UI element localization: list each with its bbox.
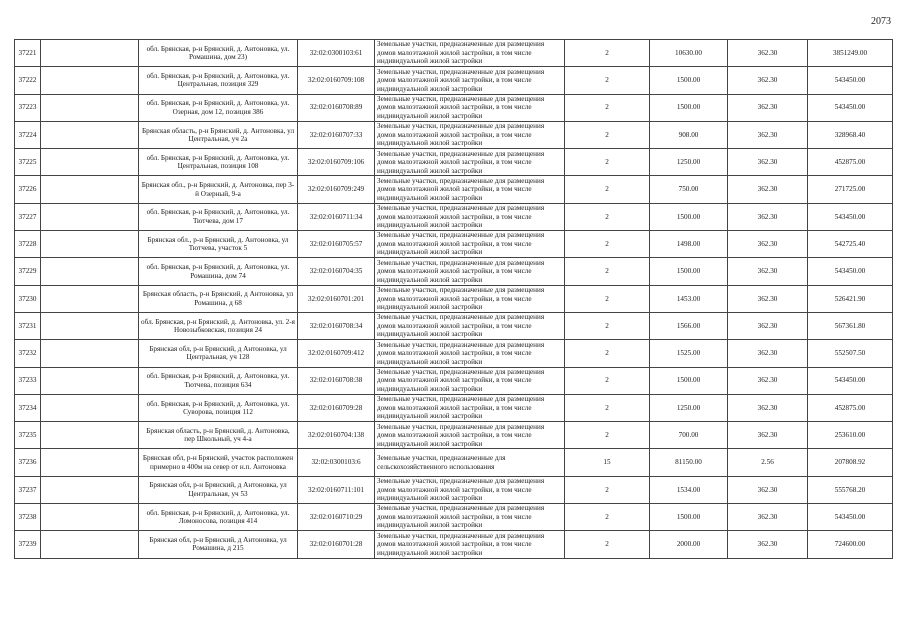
land-use-cell: Земельные участки, предназначенные для размещения домов малоэтажной жилой застройки, в том числе индивидуальной жилой застройки: [375, 285, 565, 312]
area-cell: 1500.00: [650, 94, 728, 121]
table-row: [15, 67, 893, 94]
area-cell: 1525.00: [650, 340, 728, 367]
specific-value-cell: 362.30: [728, 476, 808, 503]
specific-value-cell: 362.30: [728, 258, 808, 285]
gap-cell: [41, 67, 139, 94]
land-use-cell: Земельные участки, предназначенные для размещения домов малоэтажной жилой застройки, в том числе индивидуальной жилой застройки: [375, 367, 565, 394]
group-code-cell: 2: [565, 40, 650, 67]
row-number: 37228: [15, 231, 41, 258]
specific-value-cell: 362.30: [728, 312, 808, 339]
group-code-cell: 2: [565, 67, 650, 94]
cadastral-number-cell: 32:02:0160711:101: [298, 476, 375, 503]
row-number: 37238: [15, 504, 41, 531]
address-cell: Брянская область, р-н Брянский, д Антоновка, ул Ромашина, д 68: [139, 285, 298, 312]
specific-value-cell: 362.30: [728, 422, 808, 449]
gap-cell: [41, 422, 139, 449]
land-use-cell: Земельные участки, предназначенные для размещения домов малоэтажной жилой застройки, в том числе индивидуальной жилой застройки: [375, 504, 565, 531]
land-use-cell: Земельные участки, предназначенные для размещения домов малоэтажной жилой застройки, в том числе индивидуальной жилой застройки: [375, 67, 565, 94]
row-number: 37232: [15, 340, 41, 367]
cadastral-number-cell: 32:02:0160709:412: [298, 340, 375, 367]
row-number: 37226: [15, 176, 41, 203]
specific-value-cell: 362.30: [728, 340, 808, 367]
cadastral-value-cell: 543450.00: [808, 203, 893, 230]
gap-cell: [41, 176, 139, 203]
cadastral-value-cell: 452875.00: [808, 149, 893, 176]
row-number: 37239: [15, 531, 41, 558]
address-cell: Брянская обл., р-н Брянский, д. Антоновка, пер 3-й Озерный, 9-а: [139, 176, 298, 203]
cadastral-value-cell: 543450.00: [808, 367, 893, 394]
land-use-cell: Земельные участки, предназначенные для размещения домов малоэтажной жилой застройки, в том числе индивидуальной жилой застройки: [375, 476, 565, 503]
land-use-cell: Земельные участки, предназначенные для размещения домов малоэтажной жилой застройки, в том числе индивидуальной жилой застройки: [375, 531, 565, 558]
area-cell: 1250.00: [650, 149, 728, 176]
cadastral-number-cell: 32:02:0160708:34: [298, 312, 375, 339]
address-cell: обл. Брянская, р-н Брянский, д. Антоновка, ул. Центральная, позиция 329: [139, 67, 298, 94]
gap-cell: [41, 203, 139, 230]
group-code-cell: 2: [565, 285, 650, 312]
table-row: [15, 504, 893, 531]
row-number: 37223: [15, 94, 41, 121]
cadastral-value-cell: 543450.00: [808, 67, 893, 94]
cadastral-value-cell: 253610.00: [808, 422, 893, 449]
cadastral-number-cell: 32:02:0160701:28: [298, 531, 375, 558]
address-cell: обл. Брянская, р-н Брянский, д. Антоновка, ул. Ромашина, дом 74: [139, 258, 298, 285]
group-code-cell: 2: [565, 94, 650, 121]
gap-cell: [41, 504, 139, 531]
specific-value-cell: 362.30: [728, 149, 808, 176]
address-cell: Брянская область, р-н Брянский, д. Антоновка, ул Центральная, уч 2а: [139, 121, 298, 148]
cadastral-value-cell: 555768.20: [808, 476, 893, 503]
group-code-cell: 15: [565, 449, 650, 476]
land-use-cell: Земельные участки, предназначенные для размещения домов малоэтажной жилой застройки, в том числе индивидуальной жилой застройки: [375, 94, 565, 121]
cadastral-value-cell: 328968.40: [808, 121, 893, 148]
area-cell: 81150.00: [650, 449, 728, 476]
gap-cell: [41, 312, 139, 339]
address-cell: Брянская обл., р-н Брянский, д. Антоновка, ул Тютчева, участок 5: [139, 231, 298, 258]
row-number: 37234: [15, 394, 41, 421]
cadastral-number-cell: 32:02:0160708:89: [298, 94, 375, 121]
table-row: [15, 394, 893, 421]
table-row: [15, 449, 893, 476]
gap-cell: [41, 149, 139, 176]
cadastral-number-cell: 32:02:0160708:38: [298, 367, 375, 394]
group-code-cell: 2: [565, 176, 650, 203]
group-code-cell: 2: [565, 258, 650, 285]
cadastral-number-cell: 32:02:0300103:61: [298, 40, 375, 67]
cadastral-value-cell: 543450.00: [808, 258, 893, 285]
table-row: [15, 312, 893, 339]
cadastral-number-cell: 32:02:0160707:33: [298, 121, 375, 148]
table-body: [15, 40, 893, 559]
address-cell: обл. Брянская, р-н Брянский, д. Антоновка, ул. Ломоносова, позиция 414: [139, 504, 298, 531]
group-code-cell: 2: [565, 394, 650, 421]
address-cell: обл. Брянская, р-н Брянский, д. Антоновка, ул. 2-я Новозыбковская, позиция 24: [139, 312, 298, 339]
specific-value-cell: 362.30: [728, 176, 808, 203]
gap-cell: [41, 394, 139, 421]
area-cell: 700.00: [650, 422, 728, 449]
table-row: [15, 476, 893, 503]
group-code-cell: 2: [565, 367, 650, 394]
land-use-cell: Земельные участки, предназначенные для размещения домов малоэтажной жилой застройки, в том числе индивидуальной жилой застройки: [375, 121, 565, 148]
cadastral-number-cell: 32:02:0160709:106: [298, 149, 375, 176]
land-use-cell: Земельные участки, предназначенные для размещения домов малоэтажной жилой застройки, в том числе индивидуальной жилой застройки: [375, 422, 565, 449]
specific-value-cell: 362.30: [728, 231, 808, 258]
row-number: 37230: [15, 285, 41, 312]
gap-cell: [41, 94, 139, 121]
address-cell: обл. Брянская, р-н Брянский, д. Антоновка, ул. Тютчева, позиция 634: [139, 367, 298, 394]
specific-value-cell: 362.30: [728, 531, 808, 558]
cadastral-value-cell: 552507.50: [808, 340, 893, 367]
page-number: 2073: [871, 16, 891, 27]
group-code-cell: 2: [565, 422, 650, 449]
area-cell: 1534.00: [650, 476, 728, 503]
group-code-cell: 2: [565, 203, 650, 230]
area-cell: 1500.00: [650, 367, 728, 394]
table-row: [15, 149, 893, 176]
cadastral-number-cell: 32:02:0160709:108: [298, 67, 375, 94]
area-cell: 1500.00: [650, 203, 728, 230]
area-cell: 1500.00: [650, 258, 728, 285]
row-number: 37231: [15, 312, 41, 339]
row-number: 37221: [15, 40, 41, 67]
area-cell: 1498.00: [650, 231, 728, 258]
address-cell: обл. Брянская, р-н Брянский, д. Антоновка, ул. Суворова, позиция 112: [139, 394, 298, 421]
area-cell: 2000.00: [650, 531, 728, 558]
area-cell: 1453.00: [650, 285, 728, 312]
specific-value-cell: 362.30: [728, 121, 808, 148]
specific-value-cell: 2.56: [728, 449, 808, 476]
row-number: 37225: [15, 149, 41, 176]
specific-value-cell: 362.30: [728, 94, 808, 121]
address-cell: Брянская область, р-н Брянский, д. Антоновка, пер Школьный, уч 4-а: [139, 422, 298, 449]
area-cell: 1566.00: [650, 312, 728, 339]
specific-value-cell: 362.30: [728, 504, 808, 531]
land-use-cell: Земельные участки, предназначенные для размещения домов малоэтажной жилой застройки, в том числе индивидуальной жилой застройки: [375, 258, 565, 285]
gap-cell: [41, 285, 139, 312]
area-cell: 1250.00: [650, 394, 728, 421]
land-use-cell: Земельные участки, предназначенные для размещения домов малоэтажной жилой застройки, в том числе индивидуальной жилой застройки: [375, 40, 565, 67]
table-row: [15, 285, 893, 312]
cadastral-number-cell: 32:02:0300103:6: [298, 449, 375, 476]
gap-cell: [41, 531, 139, 558]
cadastral-value-cell: 3851249.00: [808, 40, 893, 67]
specific-value-cell: 362.30: [728, 40, 808, 67]
gap-cell: [41, 340, 139, 367]
area-cell: 10630.00: [650, 40, 728, 67]
row-number: 37229: [15, 258, 41, 285]
specific-value-cell: 362.30: [728, 367, 808, 394]
table-row: [15, 121, 893, 148]
cadastral-number-cell: 32:02:0160710:29: [298, 504, 375, 531]
row-number: 37236: [15, 449, 41, 476]
land-use-cell: Земельные участки, предназначенные для сельскохозяйственного использования: [375, 449, 565, 476]
group-code-cell: 2: [565, 312, 650, 339]
table-row: [15, 203, 893, 230]
table-row: [15, 367, 893, 394]
land-use-cell: Земельные участки, предназначенные для размещения домов малоэтажной жилой застройки, в том числе индивидуальной жилой застройки: [375, 340, 565, 367]
gap-cell: [41, 449, 139, 476]
address-cell: Брянская обл, р-н Брянский, д Антоновка, ул Центральная, уч 128: [139, 340, 298, 367]
specific-value-cell: 362.30: [728, 285, 808, 312]
cadastral-value-cell: 567361.80: [808, 312, 893, 339]
area-cell: 750.00: [650, 176, 728, 203]
cadastral-number-cell: 32:02:0160704:138: [298, 422, 375, 449]
land-use-cell: Земельные участки, предназначенные для размещения домов малоэтажной жилой застройки, в том числе индивидуальной жилой застройки: [375, 394, 565, 421]
row-number: 37227: [15, 203, 41, 230]
table-row: [15, 258, 893, 285]
cadastral-value-cell: 724600.00: [808, 531, 893, 558]
group-code-cell: 2: [565, 531, 650, 558]
area-cell: 1500.00: [650, 504, 728, 531]
land-use-cell: Земельные участки, предназначенные для размещения домов малоэтажной жилой застройки, в том числе индивидуальной жилой застройки: [375, 231, 565, 258]
cadastral-number-cell: 32:02:0160701:201: [298, 285, 375, 312]
gap-cell: [41, 476, 139, 503]
specific-value-cell: 362.30: [728, 67, 808, 94]
table-row: [15, 94, 893, 121]
area-cell: 1500.00: [650, 67, 728, 94]
row-number: 37233: [15, 367, 41, 394]
specific-value-cell: 362.30: [728, 394, 808, 421]
row-number: 37235: [15, 422, 41, 449]
cadastral-number-cell: 32:02:0160705:57: [298, 231, 375, 258]
group-code-cell: 2: [565, 121, 650, 148]
land-use-cell: Земельные участки, предназначенные для размещения домов малоэтажной жилой застройки, в том числе индивидуальной жилой застройки: [375, 176, 565, 203]
address-cell: обл. Брянская, р-н Брянский, д. Антоновка, ул. Ромашина, дом 23): [139, 40, 298, 67]
row-number: 37224: [15, 121, 41, 148]
address-cell: Брянская обл, р-н Брянский, д Антоновка, ул Ромашина, д 215: [139, 531, 298, 558]
specific-value-cell: 362.30: [728, 203, 808, 230]
table-row: [15, 40, 893, 67]
table-row: [15, 531, 893, 558]
area-cell: 908.00: [650, 121, 728, 148]
row-number: 37222: [15, 67, 41, 94]
cadastral-value-cell: 452875.00: [808, 394, 893, 421]
cadastral-value-cell: 526421.90: [808, 285, 893, 312]
gap-cell: [41, 121, 139, 148]
address-cell: Брянская обл, р-н Брянский, участок расположен примерно в 400м на север от н.п. Антоновка: [139, 449, 298, 476]
cadastral-number-cell: 32:02:0160709:28: [298, 394, 375, 421]
gap-cell: [41, 231, 139, 258]
land-use-cell: Земельные участки, предназначенные для размещения домов малоэтажной жилой застройки, в том числе индивидуальной жилой застройки: [375, 312, 565, 339]
address-cell: обл. Брянская, р-н Брянский, д. Антоновка, ул. Озерная, дом 12, позиция 386: [139, 94, 298, 121]
table-row: [15, 231, 893, 258]
group-code-cell: 2: [565, 231, 650, 258]
cadastral-number-cell: 32:02:0160711:34: [298, 203, 375, 230]
address-cell: Брянская обл, р-н Брянский, д Антоновка, ул Центральная, уч 53: [139, 476, 298, 503]
gap-cell: [41, 258, 139, 285]
table-row: [15, 422, 893, 449]
cadastral-value-cell: 271725.00: [808, 176, 893, 203]
gap-cell: [41, 367, 139, 394]
group-code-cell: 2: [565, 149, 650, 176]
land-plots-table: [14, 39, 893, 559]
group-code-cell: 2: [565, 340, 650, 367]
address-cell: обл. Брянская, р-н Брянский, д. Антоновка, ул. Тютчева, дом 17: [139, 203, 298, 230]
table-row: [15, 340, 893, 367]
cadastral-value-cell: 543450.00: [808, 94, 893, 121]
cadastral-number-cell: 32:02:0160709:249: [298, 176, 375, 203]
group-code-cell: 2: [565, 504, 650, 531]
cadastral-value-cell: 207808.92: [808, 449, 893, 476]
land-use-cell: Земельные участки, предназначенные для размещения домов малоэтажной жилой застройки, в том числе индивидуальной жилой застройки: [375, 203, 565, 230]
address-cell: обл. Брянская, р-н Брянский, д. Антоновка, ул. Центральная, позиция 108: [139, 149, 298, 176]
gap-cell: [41, 40, 139, 67]
row-number: 37237: [15, 476, 41, 503]
land-use-cell: Земельные участки, предназначенные для размещения домов малоэтажной жилой застройки, в том числе индивидуальной жилой застройки: [375, 149, 565, 176]
cadastral-number-cell: 32:02:0160704:35: [298, 258, 375, 285]
table-row: [15, 176, 893, 203]
cadastral-value-cell: 543450.00: [808, 504, 893, 531]
group-code-cell: 2: [565, 476, 650, 503]
cadastral-value-cell: 542725.40: [808, 231, 893, 258]
